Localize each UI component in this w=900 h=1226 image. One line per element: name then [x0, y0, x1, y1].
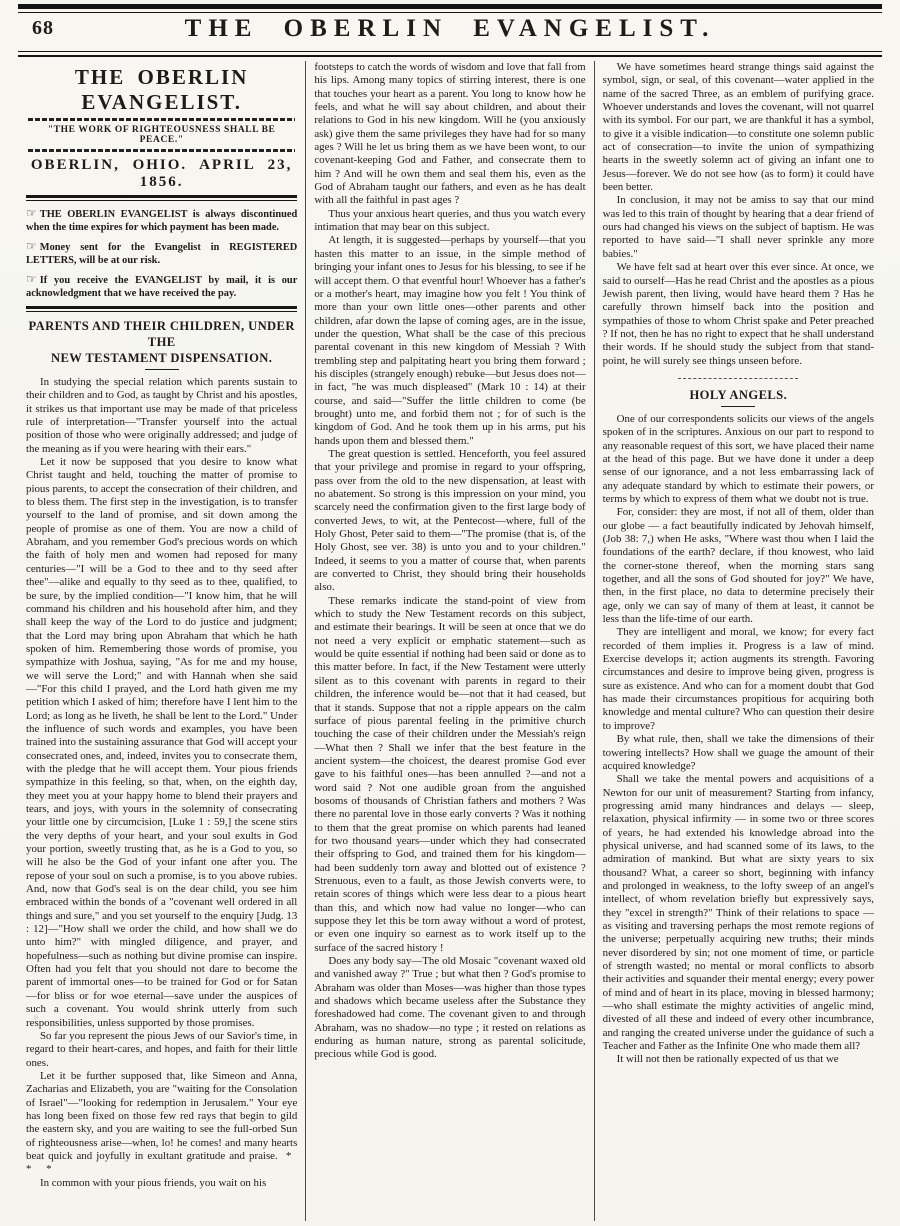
article-paragraph: footsteps to catch the words of wisdom and love that fall from his lips. Among many topics of stirring interest, there is one that touches your heart as a parent. You long to know how he feels, and what he will say about children, and about their relations to God in his new kingdom. Will he (you anxiously ask) give them the same privileges they have had for so many ages ? Will he let us bring them as we have been wont, to our covenant-keeping God and Father, and consecrate them to him ? And will he own them and seal them his, even as the God of Abraham taught our fathers, and even as he has dealt with all the faithful in past ages ?	[314, 61, 586, 207]
article-paragraph: We have sometimes heard strange things said against the symbol, sign, or seal, of this covenant—water applied in the name of the sacred Three, as an emblem of purifying grace. Whoever understands and loves the covenant, will not quarrel with its symbol. For our part, we are thankful it has a symbol, to give it a visible indication—to constitute one solemn public act of consecration—to invite the union of sympathizing hearts in the sweetly solemn act of giving an infant one to Jesus—forever. We do not see how (as to form) it could have been better.	[602, 61, 874, 194]
column-1	[18, 61, 305, 1221]
article-paragraph: One of our correspondents solicits our views of the angels spoken of in the scriptures. Anxious on our part to respond to any reasonable request of this sort, we have placed their name at the head of this page. But we have done it under a deep sense of our ignorance, and a not less embarrassing lack of any adequate standard by which to estimate their powers, or terms by which to express of them what we doubt not is true.	[602, 412, 874, 505]
masthead	[26, 65, 297, 312]
pointing-hand-icon: ☞	[26, 239, 37, 253]
heading-divider	[145, 369, 179, 370]
wavy-rule	[28, 149, 295, 152]
notice	[26, 207, 297, 234]
article-paragraph: By what rule, then, shall we take the dimensions of their towering intellects? How shall we guage the amount of their acquired knowledge?	[602, 733, 874, 772]
article-paragraph: Shall we take the mental powers and acquisitions of a Newton for our unit of measurement? Starting from infancy, progressing amid many hindrances and delays — sleep, relaxation, physical infirmity — in some two or three scores of years, he had extended his knowledge abroad into the physical universe, and had scanned some of its laws, to the admiration of mankind. But what are sixty years to six thousand? What, a career so short, beginning with infancy and prolonged in weakness, to the lofty sweep of an angel's intellect, of whom revelation briefly but expressively says, they "excel in strength?" Think of their relations to space — as visiting and traversing perhaps the most remote regions of the universe; perpetually acquiring new truths; their minds never disordered by sin; not one moment of time, or particle of strength wasted; no mental or moral conflicts to absorb their activities and squander their mental energy; every power of mind and of heart in its place, moving in blessed harmony;—who shall estimate the mighty activities of angelic mind, divested of all these and indeed of every other incumbrance, and ranging the created universe under the guidance of such a Teacher and Father as the Infinite One who made them all?	[602, 773, 874, 1053]
notice-text: If you receive the EVANGELIST by mail, it is our acknowledgment that we have received the pay.	[26, 275, 298, 299]
article-body-col2	[314, 61, 585, 1062]
heading-divider	[721, 406, 755, 407]
article-title-holy-angels: HOLY ANGELS.	[689, 387, 788, 402]
article-paragraph: For, consider: they are most, if not all of them, older than our globe — a fact beautifully indicated by Jehovah himself, (Job 38: 7,) when He asks, "Where wast thou when I laid the foundations of the earth? declare, if thou knowest, who laid the corner-stone thereof, when the morning stars sang together, and all the sons of God shouted for joy?" We have, then, in the first place, no data to determine precisely their age, only we can say of many of them at least, it cannot be less than the life-time of our earth.	[602, 506, 874, 626]
article-paragraph	[26, 1070, 297, 1177]
notice-text: Money sent for the Evangelist in REGISTERED LETTERS, will be at our risk.	[26, 242, 298, 266]
article-title-line2: NEW TESTAMENT DISPENSATION.	[50, 351, 273, 365]
article-paragraph: In conclusion, it may not be amiss to say that our mind was led to this train of thought by hearing that a dear friend of ours had changed his views on the subject of baptism. He was reported to have said—"I shall never sprinkle any more babies."	[602, 194, 874, 260]
header-bottom-rule	[18, 51, 882, 57]
page-number: 68	[32, 17, 54, 39]
pointing-hand-icon: ☞	[26, 206, 37, 220]
article-title-parents	[26, 318, 297, 366]
article-paragraph: We have felt sad at heart over this ever since. At once, we said to ourself—Has he read Christ and the apostles as a pious Jewish parent, then living, would have heard them ? Has he carefully thrown himself back into the position and sympathies of those to whom Christ spake and Peter preached ? If not, then he has no right to expect that he shall understand their words. If he should study the subject from that stand-point, he will surely see things unseen before.	[602, 261, 874, 367]
article-paragraph: Does any body say—The old Mosaic "covenant waxed old and vanished away ?" True ; but what then ? God's promise to Abraham was older than Moses—was higher than those types and shadows which became useless after the Substance they foreshadowed had come. The covenant given to and through Abraham, was no shadow—no type ; it rested on relations as enduring as human nature, strong as parental solicitude, precious while God is good.	[314, 955, 586, 1061]
article-paragraph: These remarks indicate the stand-point of view from which to study the New Testament records on this subject, and estimate their bearings. It will be seen at once that we do not need a very explicit or emphatic statement—such as would be quite essential if nothing had been said or done as to this matter before. In fact, if the New Testament were utterly silent as to this covenant with parents in regard to their children, the inference would be—not that it had ceased, but that it stands. Suppose that not a ripple appears on the calm surface of pious parental feeling in the primitive church touching the case of their children under the Messiah's reign—What then ? Shall we infer that the best feature in the ancient system—the choicest, the dearest promise God ever gave to his faithful ones—has been annulled ?—and not a word said ? Not one audible groan from the anguished bosoms of thousands of Christian fathers and mothers ? Was there no parental love in those early converts ? Was it nothing to them that the great promise on which parents had leaned for two thousand years—under which they had consecrated their offspring to God, and trained them for his kingdom—had been suddenly torn away and blotted out of existence ? Strenuous, even to a fault, as those Jewish converts were, to retain scores of things which were less dear to a pious heart than this, and which now had value no longer—who can suppose they let this be torn away without a word of protest, or even one inquiry so earnest as to work itself up to the surface of the sacred history !	[314, 594, 586, 954]
article-paragraph: Let it now be supposed that you desire to know what Christ taught and held, touching the matter of promise to pious parents, to accept the consecration of their children, and to bless them. The first step in the investigation, is to transfer yourself to the land of promise, and sit down among the people of promise as one of them. You are now a child of Abraham, and you remember God's precious words on which the faith of holy men and women had reposed for many centuries—"I will be a God to thee and to thy seed after thee"—alike and equally to thy seed as to thee, qualified, to be sure, by the implied condition—"I know him, that he will command his children and his household after him, and they shall keep the way of the Lord to do justice and judgment; that the Lord may bring upon Abraham that which he hath spoken of him. Remembering those words of promise, you sympathize with Joshua, saying, "As for me and my house, we will serve the Lord;" and with Hannah when she said—"For this child I prayed, and the Lord hath given me my petition which I asked of him; therefore have I lent him to the Lord; as long as he liveth, he shall be lent to the Lord." Under the influence of such words and examples, you have been trained into the sustaining assurance that God will accept your consecrated ones, and, indeed, invites you to consecrate them, with the pledge that he will accept them. Your pious friends sympathize in this feeling, so that, when, on the eighth day, they meet you at your happy home to blend their prayers and tears, and joys, with yours in the solemnity of consecrating your little one by circumcision, [Luke 1 : 59,] the scene stirs the very depths of your heart, and your soul exults in God your portion, sweetly trusting that, as he is a God to you, so will he also be the God of your infant one after you. The repose of your soul on such a promise, is to you above rubies. And, now that God's seal is on the dear child, you see him embraced within the bonds of a "covenant well ordered in all things and sure," and you set yourself to the enquiry [Judg. 13 : 12]—"How shall we order the child, and how shall we do unto him?" with mingled diligence, and prayer, and hopefulness—such as nothing but divine promise can inspire. Often had you felt that you should not dare to become the parent of immortal ones—to be trained for God or for Satan—for bliss or for woe eternal—save under the auspices of such a covenant. You would shrink utterly from such responsibilities, unless supported by those promises.	[26, 456, 298, 1029]
masthead-dateline: OBERLIN, OHIO. APRIL 23, 1856.	[30, 157, 293, 190]
masthead-title: THE OBERLIN EVANGELIST.	[74, 65, 249, 114]
pointing-hand-icon: ☞	[26, 272, 37, 286]
section-divider	[678, 378, 798, 379]
thick-rule	[26, 195, 297, 201]
notice	[26, 273, 297, 300]
column-3	[594, 61, 882, 1221]
article-paragraph: In studying the special relation which parents sustain to their children and to God, as taught by Christ and his apostles, it strikes us that important use may be made of that priceless rule of interpretation—"Transfer yourself into the actual position of those who were originally addressed; and judge of the meaning as if you were hearing with their ears."	[26, 376, 298, 455]
banner-title: THE OBERLIN EVANGELIST.	[184, 15, 716, 42]
column-layout	[18, 61, 882, 1221]
publisher-notices	[26, 207, 297, 300]
article-paragraph: At length, it is suggested—perhaps by yourself—that you hasten this matter to an issue, in the simple method of bringing your infant ones to Jesus for his blessing, to see if he will accept them. O that eventful hour! Whoever has a father's or a mother's heart, may imagine how you felt ! You think of more than your own little ones—other parents and other children, afar down the lapse of coming ages, are in the issue, under the question, What shall be the case of this precious parental covenant in this new kingdom of Messiah ? With trembling step and palpitating heart you bring them forward ; his disciples (strangely enough) rebuke—but Jesus does not—in fact, "he was much displeased" (Mark 10 : 14) at their course, and said—"Suffer the little children to come (be brought) unto me, and forbid them not ; for of such is the kingdom of God. And he took them up in his arms, put his hands upon them and blessed them."	[314, 234, 586, 447]
article-body-col1	[26, 376, 297, 1190]
article-paragraph: It will not then be rationally expected of us that we	[616, 1053, 839, 1066]
top-horizontal-rule	[18, 4, 882, 13]
paragraph-text: Let it be further supposed that, like Simeon and Anna, Zacharias and Elizabeth, you are "waiting for the Consolation of Israel"—"looking for redemption in Jerusalem." Your eye has long been fixed on those few red rays that begin to gild the eastern sky, and you are waiting to see the full-orbed Sun of righteousness arise—when, lo! he comes! and many hearts beat quick and joyfully in exultant gratitude and praise.	[26, 1069, 298, 1162]
thick-rule	[26, 306, 297, 312]
article-paragraph: They are intelligent and moral, we know; for every fact recorded of them implies it. Progress is a law of mind. Exercise develops it; action augments its strength. Favoring circumstances and desire to improve being given, progress is sure as existence. And who can for a moment doubt that God has made their circumstances propitious for acquiring both knowledge and mental culture? Who can question their desire to improve?	[602, 626, 874, 732]
article-paragraph: In common with your pious friends, you wait on his	[40, 1176, 267, 1189]
asterism: * * *	[26, 1149, 298, 1176]
article-paragraph: The great question is settled. Henceforth, you feel assured that your privilege and promise in regard to your offspring, pass over from the old to the new dispensation, at least with no abatement. So strong is this impression on your mind, you scarcely need the confirmation given to the first large body of converted Jews, to wit, at the Pentecost—where, full of the Holy Ghost, Peter said to them—"The promise (that is, of the Holy Ghost, see ver. 38) is unto you and to your children." Indeed, it seems to you a matter of course that, when parents are converted to Christ, they should bring their households also.	[314, 447, 586, 594]
article-body-col3-bottom	[603, 413, 874, 1067]
article-paragraph: So far you represent the pious Jews of our Savior's time, in regard to their heart-cares, and hopes, and faith for their little ones.	[26, 1029, 298, 1069]
masthead-motto: "THE WORK OF RIGHTEOUSNESS SHALL BE PEACE."	[47, 125, 276, 145]
article-body-col3-top	[603, 61, 874, 368]
notice	[26, 240, 297, 267]
page-header	[18, 13, 882, 49]
wavy-rule	[28, 118, 295, 121]
article-paragraph: Thus your anxious heart queries, and thus you watch every intimation that may bear on this subject.	[314, 207, 586, 234]
notice-text: THE OBERLIN EVANGELIST is always discontinued when the time expires for which payment has been made.	[26, 209, 298, 233]
article-title-line1: PARENTS AND THEIR CHILDREN, UNDER THE	[28, 319, 295, 349]
column-2	[305, 61, 593, 1221]
